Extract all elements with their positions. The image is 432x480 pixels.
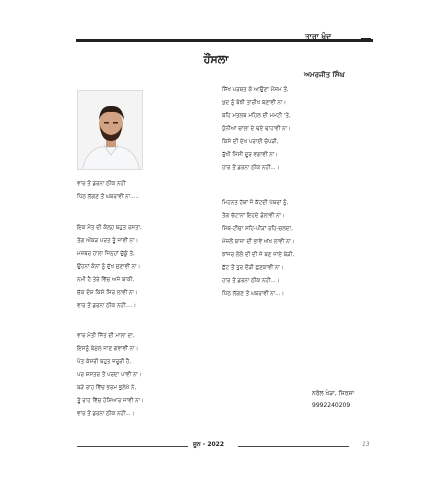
verse-line: ਪਿੱਠ ਲੱਗਣ ਤੋਂ ਘਬਰਾਵੀਂ ਨਾ...।: [222, 291, 285, 297]
verse-line: ਮਿੱਥ-ਟੀਚਾ ਸਹਿ-ਪੀੜਾਂ ਰਹਿ-ਚਲਦਾ,: [222, 226, 293, 232]
verse-line: ਤੰਗ ਚੱਟਾਨਾਂ ਇਹਦੇ ਡੋਲਾਵੀਂ ਨਾ।: [222, 213, 285, 219]
poem-author: ਅਮਰਜੀਤ ਸਿੰਘ: [304, 71, 345, 79]
verse-line: ਪੰਤ ਕੇਸਰੀ ਬਹੁਤ ਜ਼ਰੂਰੀ ਹੈ,: [77, 359, 132, 365]
verse-line: ਮੰਜ਼ਲੋਂ ਬਾਜ਼ਾ ਦੀ ਭਾਵੇਂ ਅੱਖ ਲਾਵੀਂ ਨਾ।: [222, 239, 295, 245]
verse-line: ਝਾਂਜਰ ਲੋਲੋ ਦੀ ਦੀ ਜੇ ਬਣ ਜਾਏ ਬੇੜੀ,: [222, 252, 295, 258]
magazine-name: ਤਾਰਾ ਖੁੰਦ: [305, 32, 332, 41]
verse-line: ਪਰ ਸ਼ਸਤਰ ਤੋਂ ਪਰਦਾ ਪਾਵੀਂ ਨਾ।: [77, 372, 142, 378]
issue-date: ਜੂਨ - 2022: [193, 441, 225, 448]
stanza-left-2: [77, 222, 142, 313]
stanza-right-1: [222, 84, 291, 175]
verse-line: ਤੂੰ ਰਾਹ ਵਿੱਚ ਹੋਸ਼ਿਆਰ ਜਾਵੀਂ ਨਾ।: [77, 398, 144, 404]
verse-line: ਮਿਹਨਤ ਹੱਥਾਂ ਜੋ ਕੱਟਦੀ ਪੱਥਰਾਂ ਨੂੰ,: [222, 200, 289, 206]
verse-line: ਹਾਰ ਤੋਂ ਡਰਨਾ ਠੀਕ ਨਹੀਂ...।: [222, 165, 280, 171]
header-marker: [361, 38, 371, 42]
verse-line: ਕਿਸੇ ਦੀ ਦੇਖ ਪਰਾਈ ਚੋਪੜੀ,: [222, 139, 279, 145]
verse-line: ਹਾਰ ਤੋਂ ਡਰਨਾ ਠੀਕ ਨਹੀਂ...।: [222, 278, 280, 284]
stanza-left-1: [77, 178, 139, 204]
author-contact: [312, 388, 354, 412]
verse-line: ਨਮੀ ਹੈ ਤੇਰੇ ਵਿੱਚ ਅਜੇ ਬਾਕੀ,: [77, 277, 135, 283]
verse-line: ਇਕ ਮੌਤ ਦੀ ਕੰਲ੍ਹ ਬਹੁਤ ਰਸਤਾ,: [77, 225, 142, 231]
footer-rule-right: [238, 446, 349, 447]
verse-line: ਰੁੱਖੀ ਮਿੱਸੀ ਦੂਰ ਵਗਾਵੀਂ ਨਾ।: [222, 152, 278, 158]
stanza-left-3: [77, 330, 144, 421]
verse-line: ਬਹਿ ਮਤਲਬ ਮਹਿਲ ਦੀ ਮਮਟੀ 'ਤੇ,: [222, 113, 291, 119]
verse-line: ਛੱਟ ਤੋਂ ਤੁਰ ਦੌੜੀ ਛਣਕਾਵੀਂ ਨਾ।: [222, 265, 284, 271]
author-phone: 9992240209: [312, 402, 351, 409]
verse-line: ਇਸਨੂੰ ਬੇਮੁੱਲ ਜਾਣ ਗਵਾਵੀਂ ਨਾ।: [77, 346, 139, 352]
verse-line: ਤੰਗ ਔਕੜ ਪਰਤ ਤੂੰ ਜਾਵੀਂ ਨਾ।: [77, 238, 139, 244]
verse-line: ਚੱਕ ਦੋਸ਼ ਕਿਸੇ ਸਿਰ ਲਾਵੀਂ ਨਾ।: [77, 290, 138, 296]
verse-line: ਵਾਰ ਤੋਂ ਡਰਨਾ ਠੀਕ ਨਹੀਂ...।: [77, 411, 135, 417]
verse-line: ਖੁਦ ਨੂੰ ਬੋਝੀ ਤਾਰੀਖ ਬਣਾਵੀਂ ਨਾ।: [222, 100, 287, 106]
poem-title: ਹੌਂਸਲਾ: [203, 53, 229, 66]
author-photo: [77, 90, 143, 170]
verse-line: ਮਜ਼ਬਰ ਹਾਲਾ ਜਿਨ੍ਹਾਂ ਚੁੱਕੂੰ ਤੇ,: [77, 251, 135, 257]
verse-line: ਵਾਰ ਤੋਂ ਡਰਨਾ ਠੀਕ ਨਹੀਂ....।: [77, 303, 137, 309]
page-number: 13: [362, 441, 370, 448]
verse-line: ਵਾਰ ਮੋਤੀ ਜਿੱਤ ਦੀ ਮਾਲਾ ਦਾ,: [77, 333, 135, 339]
footer-rule-left: [77, 446, 188, 447]
verse-line: ਉਹਨਾਂ ਕੰਨਾਂ ਨੂੰ ਦੁੱਖ ਸੁਣਾਵੀਂ ਨਾ।: [77, 264, 141, 270]
verse-line: ਬੜੇ ਰਾਹ ਵਿੱਚ ਭਰਮ ਭੁਲੇਖੇ ਨੇ,: [77, 385, 137, 391]
author-place: ਨਰੋਲ ਖੇੜਾ, ਸਿਰਸਾ: [312, 390, 355, 397]
verse-line: ਧੁੰਨੀਆਂ ਚਾਲਾ ਦੇ ਢਏ ਢਾਹਾਵੀਂ ਨਾ।: [222, 126, 291, 132]
stanza-right-2: [222, 197, 295, 301]
verse-line: ਪਿੱਠ ਲੱਗਣ ਤੋਂ ਘਬਰਾਵੀਂ ਨਾ.....: [77, 194, 139, 200]
verse-line: ਵਾਰ ਤੋਂ ਡਰਨਾ ਠੀਕ ਨਹੀਂ: [77, 181, 126, 187]
verse-line: ਸਿੱਖ ਪਰਬਤ ਕੋ ਆਉਣਾ ਮੌਸਮ ਤੋਂ,: [222, 87, 289, 93]
